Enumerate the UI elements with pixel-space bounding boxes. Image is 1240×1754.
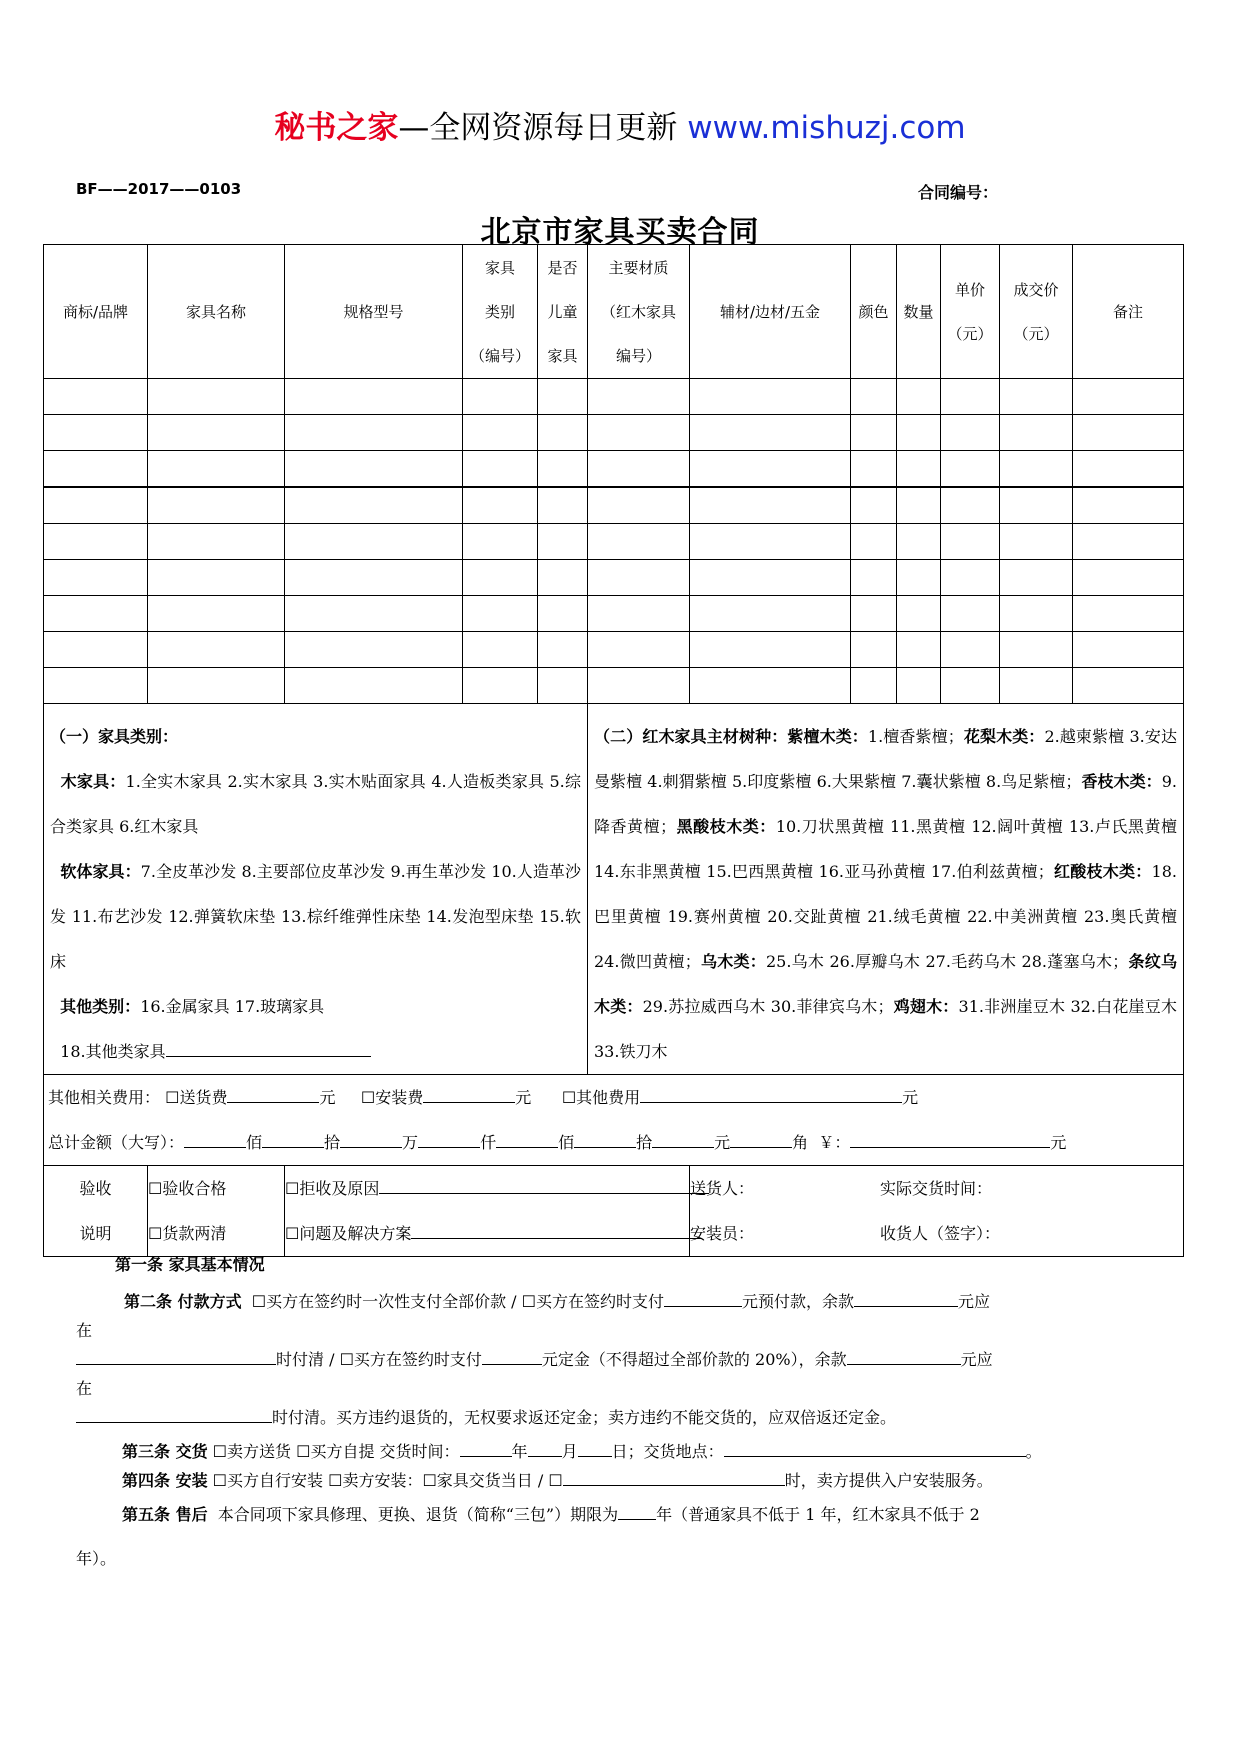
receiver-label: 收货人（签字）： bbox=[880, 1224, 1001, 1243]
header-material-l2: （红木家具 bbox=[600, 302, 676, 321]
banner-url[interactable]: www.mishuzj.com bbox=[687, 110, 966, 146]
article-5-b: 年（普通家具不低于 1 年，红木家具不低于 2 bbox=[656, 1505, 980, 1524]
soft-list: 7.全皮革沙发 8.主要部位皮革沙发 9.再生革沙发 10.人造革沙发 11.布艺沙发 12.弹簧软床垫 13.棕纤维弹性床垫 14.发泡型床垫 15.软床 bbox=[50, 862, 581, 971]
table-cell[interactable] bbox=[463, 415, 538, 451]
table-row bbox=[44, 524, 1184, 560]
table-cell[interactable] bbox=[1000, 451, 1073, 488]
table-cell[interactable] bbox=[690, 487, 851, 524]
table-cell[interactable] bbox=[463, 596, 538, 632]
other-label: 其他类别： bbox=[60, 997, 141, 1016]
table-cell[interactable] bbox=[588, 415, 690, 451]
header-brand: 商标/品牌 bbox=[44, 245, 148, 379]
table-cell[interactable] bbox=[588, 632, 690, 668]
article-2-line-2 bbox=[76, 1345, 993, 1375]
unit-shi-1: 拾 bbox=[324, 1133, 341, 1152]
table-cell[interactable] bbox=[588, 451, 690, 488]
table-cell[interactable] bbox=[285, 415, 463, 451]
table-cell[interactable] bbox=[690, 560, 851, 596]
rejected-checkbox[interactable]: ☐拒收及原因 bbox=[285, 1179, 380, 1198]
redwood-g2-label: 花梨木类： bbox=[963, 727, 1045, 746]
other-fee-checkbox[interactable]: ☐其他费用 bbox=[561, 1088, 641, 1107]
table-cell[interactable] bbox=[463, 524, 538, 560]
table-cell[interactable] bbox=[148, 668, 285, 704]
table-cell[interactable] bbox=[897, 415, 941, 451]
header-material-l3: 编号） bbox=[615, 346, 661, 365]
table-cell[interactable] bbox=[463, 560, 538, 596]
article-2-l1c: 元应 bbox=[958, 1292, 991, 1311]
table-cell[interactable] bbox=[148, 451, 285, 488]
table-cell[interactable] bbox=[941, 596, 1000, 632]
table-cell[interactable] bbox=[538, 415, 588, 451]
table-cell[interactable] bbox=[897, 596, 941, 632]
table-cell[interactable] bbox=[851, 487, 897, 524]
header-children bbox=[538, 245, 588, 379]
header-material-l1: 主要材质 bbox=[608, 258, 669, 277]
table-cell[interactable] bbox=[941, 668, 1000, 704]
acceptance-signatures-cell bbox=[690, 1166, 1184, 1257]
table-cell[interactable] bbox=[148, 487, 285, 524]
delivery-time-label: 实际交货时间： bbox=[880, 1179, 993, 1198]
table-cell[interactable] bbox=[285, 379, 463, 415]
table-cell[interactable] bbox=[285, 451, 463, 488]
other-fee-unit: 元 bbox=[902, 1088, 919, 1107]
page-title: 北京市家具买卖合同 bbox=[480, 215, 760, 250]
header-name: 家具名称 bbox=[148, 245, 285, 379]
table-row bbox=[44, 379, 1184, 415]
table-cell[interactable] bbox=[285, 596, 463, 632]
header-unit-price-l2: （元） bbox=[947, 324, 993, 343]
problem-checkbox[interactable]: ☐问题及解决方案 bbox=[285, 1224, 412, 1243]
acceptance-row bbox=[44, 1166, 1184, 1257]
table-row bbox=[44, 415, 1184, 451]
total-label: 总计金额（大写）： bbox=[48, 1133, 185, 1152]
table-cell[interactable] bbox=[1000, 596, 1073, 632]
table-cell[interactable] bbox=[851, 415, 897, 451]
pay-date-blank-2[interactable] bbox=[76, 1404, 272, 1423]
redwood-g5-label: 红酸枝木类： bbox=[1053, 862, 1152, 881]
header-children-l1: 是否 bbox=[547, 258, 578, 277]
article-5 bbox=[122, 1500, 980, 1530]
header-category-l3: （编号） bbox=[469, 346, 530, 365]
redwood-g7-label: 条纹乌木类： bbox=[594, 952, 1177, 1016]
table-cell[interactable] bbox=[851, 560, 897, 596]
banner-tagline: —全网资源每日更新 bbox=[398, 110, 678, 146]
table-cell[interactable] bbox=[851, 668, 897, 704]
table-cell[interactable] bbox=[538, 632, 588, 668]
table-cell[interactable] bbox=[851, 632, 897, 668]
table-cell[interactable] bbox=[1000, 487, 1073, 524]
table-cell[interactable] bbox=[851, 451, 897, 488]
rejected-reason-blank[interactable] bbox=[379, 1175, 709, 1194]
table-cell[interactable] bbox=[44, 524, 148, 560]
table-cell[interactable] bbox=[588, 379, 690, 415]
fees-label: 其他相关费用： bbox=[48, 1088, 161, 1107]
table-cell[interactable] bbox=[851, 596, 897, 632]
table-cell[interactable] bbox=[1073, 451, 1184, 488]
table-cell[interactable] bbox=[690, 524, 851, 560]
table-row bbox=[44, 596, 1184, 632]
table-cell[interactable] bbox=[463, 668, 538, 704]
table-cell[interactable] bbox=[588, 668, 690, 704]
article-3-day: 日；交货地点： bbox=[611, 1442, 724, 1461]
table-row bbox=[44, 632, 1184, 668]
acceptance-label-1: 验收 bbox=[79, 1179, 112, 1198]
other-category-blank[interactable] bbox=[166, 1038, 371, 1057]
article-2-l2c: 元应 bbox=[960, 1350, 993, 1369]
install-date-blank[interactable] bbox=[563, 1467, 785, 1486]
fees-row bbox=[44, 1075, 1184, 1166]
balance-blank-2[interactable] bbox=[847, 1346, 961, 1365]
amount-blank-5[interactable] bbox=[496, 1129, 558, 1148]
article-3-a: ☐卖方送货 ☐买方自提 交货时间： bbox=[212, 1442, 460, 1461]
header-remark: 备注 bbox=[1073, 245, 1184, 379]
table-cell[interactable] bbox=[44, 560, 148, 596]
table-cell[interactable] bbox=[1000, 524, 1073, 560]
article-3-title: 第三条 交货 bbox=[122, 1442, 208, 1461]
table-cell[interactable] bbox=[588, 524, 690, 560]
redwood-g1-label: 紫檀木类： bbox=[787, 727, 868, 746]
table-cell[interactable] bbox=[148, 560, 285, 596]
article-5-a: 本合同项下家具修理、更换、退货（简称“三包”）期限为 bbox=[217, 1505, 619, 1524]
table-cell[interactable] bbox=[148, 596, 285, 632]
table-cell[interactable] bbox=[44, 487, 148, 524]
install-fee-unit: 元 bbox=[515, 1088, 532, 1107]
unit-jiao: 角 bbox=[792, 1133, 809, 1152]
unit-shi-2: 拾 bbox=[636, 1133, 653, 1152]
table-cell[interactable] bbox=[851, 379, 897, 415]
site-banner bbox=[0, 102, 1240, 147]
amount-blank-3[interactable] bbox=[340, 1129, 402, 1148]
table-cell[interactable] bbox=[897, 451, 941, 488]
table-cell[interactable] bbox=[1000, 560, 1073, 596]
redwood-species bbox=[588, 704, 1184, 1075]
unit-yuan: 元 bbox=[714, 1133, 731, 1152]
deliverer-line bbox=[690, 1166, 1183, 1211]
delivery-year-blank[interactable] bbox=[460, 1438, 512, 1457]
other-fees-line bbox=[48, 1075, 1183, 1120]
unit-bai-1: 佰 bbox=[246, 1133, 263, 1152]
header-qty: 数量 bbox=[897, 245, 941, 379]
table-cell[interactable] bbox=[1000, 668, 1073, 704]
table-cell[interactable] bbox=[463, 451, 538, 488]
article-1-title: 第一条 家具基本情况 bbox=[115, 1255, 265, 1274]
table-cell[interactable] bbox=[897, 524, 941, 560]
table-cell[interactable] bbox=[44, 415, 148, 451]
article-3 bbox=[122, 1437, 1042, 1467]
total-amount-line bbox=[48, 1120, 1183, 1165]
table-cell[interactable] bbox=[44, 668, 148, 704]
acceptance-label-2: 说明 bbox=[79, 1224, 112, 1243]
paid-checkbox[interactable]: ☐货款两清 bbox=[148, 1224, 227, 1243]
article-2-zai-1: 在 bbox=[76, 1321, 93, 1340]
delivery-fee-blank[interactable] bbox=[227, 1084, 319, 1103]
article-4-a: ☐买方自行安装 ☐卖方安装：☐家具交货当日 / ☐ bbox=[212, 1471, 563, 1490]
delivery-fee-checkbox[interactable]: ☐送货费 bbox=[165, 1088, 228, 1107]
article-2-title: 第二条 付款方式 bbox=[124, 1292, 242, 1311]
header-children-l2: 儿童 bbox=[547, 302, 578, 321]
redwood-g3: 9.降香黄檀； bbox=[594, 772, 1177, 836]
table-cell[interactable] bbox=[1073, 632, 1184, 668]
article-5-cont: 年）。 bbox=[76, 1549, 117, 1568]
redwood-title: （二）红木家具主材树种： bbox=[594, 727, 788, 746]
table-header-row bbox=[44, 245, 1184, 379]
table-cell[interactable] bbox=[1000, 415, 1073, 451]
article-1 bbox=[115, 1250, 265, 1280]
prepay-blank[interactable] bbox=[664, 1288, 742, 1307]
fees-cell bbox=[44, 1075, 1184, 1166]
installer-label: 安装员： bbox=[690, 1224, 755, 1243]
table-cell[interactable] bbox=[690, 632, 851, 668]
table-cell[interactable] bbox=[941, 632, 1000, 668]
yen-blank[interactable] bbox=[850, 1129, 1050, 1148]
table-row bbox=[44, 560, 1184, 596]
redwood-g2: 2.越柬紫檀 3.安达曼紫檀 4.刺猬紫檀 5.印度紫檀 6.大果紫檀 7.囊状紫檀 8.鸟足紫檀； bbox=[594, 727, 1177, 791]
yen-label: ￥： bbox=[818, 1133, 851, 1152]
header-deal-price-l1: 成交价 bbox=[1013, 280, 1059, 299]
table-cell[interactable] bbox=[941, 560, 1000, 596]
install-fee-checkbox[interactable]: ☐安装费 bbox=[360, 1088, 424, 1107]
redwood-g4-label: 黑酸枝木类： bbox=[676, 817, 776, 836]
table-cell[interactable] bbox=[941, 415, 1000, 451]
redwood-g6-label: 乌木类： bbox=[700, 952, 766, 971]
categories-title: （一）家具类别： bbox=[50, 727, 179, 746]
table-cell[interactable] bbox=[148, 415, 285, 451]
header-unit-price bbox=[941, 245, 1000, 379]
table-cell[interactable] bbox=[851, 524, 897, 560]
header-deal-price bbox=[1000, 245, 1073, 379]
table-cell[interactable] bbox=[44, 632, 148, 668]
soft-label: 软体家具： bbox=[60, 862, 141, 881]
table-cell[interactable] bbox=[1073, 668, 1184, 704]
table-cell[interactable] bbox=[538, 596, 588, 632]
table-cell[interactable] bbox=[690, 668, 851, 704]
article-4-b: 时，卖方提供入户安装服务。 bbox=[784, 1471, 993, 1490]
other-list: 16.金属家具 17.玻璃家具 bbox=[140, 997, 325, 1016]
header-category-l1: 家具 bbox=[484, 258, 515, 277]
acceptance-options-cell bbox=[148, 1166, 285, 1257]
acceptance-label-cell bbox=[44, 1166, 148, 1257]
table-cell[interactable] bbox=[538, 487, 588, 524]
wood-label: 木家具： bbox=[60, 772, 126, 791]
table-cell[interactable] bbox=[588, 560, 690, 596]
table-cell[interactable] bbox=[148, 524, 285, 560]
amount-blank-8[interactable] bbox=[730, 1129, 792, 1148]
delivery-month-blank[interactable] bbox=[528, 1438, 562, 1457]
article-2-l1b: 元预付款，余款 bbox=[742, 1292, 855, 1311]
warranty-years-blank[interactable] bbox=[618, 1501, 656, 1520]
table-cell[interactable] bbox=[285, 632, 463, 668]
redwood-g8: 31.非洲崖豆木 32.白花崖豆木 33.铁刀木 bbox=[594, 997, 1177, 1061]
banner-brand: 秘书之家 bbox=[274, 110, 399, 146]
balance-blank-1[interactable] bbox=[854, 1288, 958, 1307]
table-cell[interactable] bbox=[1073, 596, 1184, 632]
table-cell[interactable] bbox=[538, 524, 588, 560]
table-cell[interactable] bbox=[285, 487, 463, 524]
table-cell[interactable] bbox=[463, 379, 538, 415]
pay-date-blank-1[interactable] bbox=[76, 1346, 276, 1365]
problem-solution-blank[interactable] bbox=[411, 1220, 701, 1239]
article-4 bbox=[122, 1466, 993, 1496]
article-4-title: 第四条 安装 bbox=[122, 1471, 208, 1490]
header-auxiliary: 辅材/边材/五金 bbox=[690, 245, 851, 379]
delivery-place-blank[interactable] bbox=[724, 1438, 1026, 1457]
table-cell[interactable] bbox=[44, 451, 148, 488]
categories-row bbox=[44, 704, 1184, 1075]
table-cell[interactable] bbox=[538, 451, 588, 488]
table-cell[interactable] bbox=[941, 524, 1000, 560]
other-list-2: 18.其他类家具 bbox=[60, 1042, 166, 1061]
yen-unit: 元 bbox=[1050, 1133, 1067, 1152]
table-cell[interactable] bbox=[690, 379, 851, 415]
table-row bbox=[44, 451, 1184, 488]
table-cell[interactable] bbox=[897, 487, 941, 524]
table-cell[interactable] bbox=[538, 379, 588, 415]
table-cell[interactable] bbox=[1000, 379, 1073, 415]
unit-bai-2: 佰 bbox=[558, 1133, 575, 1152]
table-cell[interactable] bbox=[1073, 560, 1184, 596]
amount-blank-4[interactable] bbox=[418, 1129, 480, 1148]
article-2-l2a: 时付清 / ☐买方在签约时支付 bbox=[276, 1350, 482, 1369]
acceptance-problems-cell bbox=[285, 1166, 690, 1257]
table-cell[interactable] bbox=[1000, 632, 1073, 668]
header-unit-price-l1: 单价 bbox=[954, 280, 985, 299]
table-cell[interactable] bbox=[463, 632, 538, 668]
passed-checkbox[interactable]: ☐验收合格 bbox=[148, 1179, 227, 1198]
install-fee-blank[interactable] bbox=[423, 1084, 515, 1103]
article-5-title: 第五条 售后 bbox=[122, 1505, 208, 1524]
redwood-g5: 18.巴里黄檀 19.赛州黄檀 20.交趾黄檀 21.绒毛黄檀 22.中美洲黄檀 23.奥氏黄檀 24.微凹黄檀； bbox=[594, 862, 1177, 971]
header-category bbox=[463, 245, 538, 379]
article-3-year: 年 bbox=[511, 1442, 528, 1461]
table-cell[interactable] bbox=[941, 379, 1000, 415]
contract-number-label: 合同编号： bbox=[918, 183, 999, 202]
amount-blank-6[interactable] bbox=[574, 1129, 636, 1148]
amount-blank-2[interactable] bbox=[262, 1129, 324, 1148]
table-cell[interactable] bbox=[690, 451, 851, 488]
unit-qian: 仟 bbox=[480, 1133, 497, 1152]
table-cell[interactable] bbox=[690, 415, 851, 451]
redwood-g1: 1.檀香紫檀； bbox=[867, 727, 964, 746]
table-cell[interactable] bbox=[1073, 487, 1184, 524]
header-deal-price-l2: （元） bbox=[1013, 324, 1059, 343]
table-cell[interactable] bbox=[897, 632, 941, 668]
table-cell[interactable] bbox=[463, 487, 538, 524]
redwood-g3-label: 香枝木类： bbox=[1081, 772, 1162, 791]
table-cell[interactable] bbox=[148, 379, 285, 415]
header-material bbox=[588, 245, 690, 379]
table-cell[interactable] bbox=[285, 560, 463, 596]
article-2-line-1 bbox=[124, 1287, 990, 1317]
header-category-l2: 类别 bbox=[484, 302, 515, 321]
installer-line bbox=[690, 1211, 1183, 1256]
amount-blank-1[interactable] bbox=[184, 1129, 246, 1148]
redwood-g7: 29.苏拉威西乌木 30.菲律宾乌木； bbox=[642, 997, 894, 1016]
table-cell[interactable] bbox=[538, 560, 588, 596]
header-children-l3: 家具 bbox=[547, 346, 578, 365]
table-row bbox=[44, 487, 1184, 524]
table-cell[interactable] bbox=[285, 524, 463, 560]
table-cell[interactable] bbox=[897, 379, 941, 415]
document-code: BF——2017——0103 bbox=[76, 180, 242, 198]
article-2-l1a: ☐买方在签约时一次性支付全部价款 / ☐买方在签约时支付 bbox=[251, 1292, 665, 1311]
deposit-blank[interactable] bbox=[482, 1346, 542, 1365]
table-cell[interactable] bbox=[1073, 415, 1184, 451]
contract-table bbox=[43, 244, 1184, 1257]
article-2-zai-2: 在 bbox=[76, 1379, 93, 1398]
other-fee-blank[interactable] bbox=[640, 1084, 902, 1103]
article-2-l2b: 元定金（不得超过全部价款的 20%），余款 bbox=[541, 1350, 847, 1369]
redwood-g4: 10.刀状黑黄檀 11.黑黄檀 12.阔叶黄檀 13.卢氏黑黄檀 14.东非黑黄檀 15.巴西黑黄檀 16.亚马孙黄檀 17.伯利兹黄檀； bbox=[594, 817, 1177, 881]
table-cell[interactable] bbox=[897, 560, 941, 596]
table-cell[interactable] bbox=[941, 451, 1000, 488]
table-cell[interactable] bbox=[588, 487, 690, 524]
header-color: 颜色 bbox=[851, 245, 897, 379]
wood-list: 1.全实木家具 2.实木家具 3.实木贴面家具 4.人造板类家具 5.综合类家具 6.红木家具 bbox=[50, 772, 581, 836]
table-cell[interactable] bbox=[44, 596, 148, 632]
article-3-month: 月 bbox=[561, 1442, 578, 1461]
delivery-fee-unit: 元 bbox=[319, 1088, 336, 1107]
table-cell[interactable] bbox=[538, 668, 588, 704]
table-cell[interactable] bbox=[941, 487, 1000, 524]
table-row bbox=[44, 668, 1184, 704]
table-cell[interactable] bbox=[1073, 524, 1184, 560]
table-cell[interactable] bbox=[285, 668, 463, 704]
redwood-g8-label: 鸡翅木： bbox=[893, 997, 959, 1016]
unit-wan: 万 bbox=[402, 1133, 419, 1152]
table-cell[interactable] bbox=[1073, 379, 1184, 415]
article-2-line-3 bbox=[76, 1403, 896, 1433]
deliverer-label: 送货人： bbox=[690, 1179, 755, 1198]
table-cell[interactable] bbox=[588, 596, 690, 632]
table-cell[interactable] bbox=[44, 379, 148, 415]
table-cell[interactable] bbox=[690, 596, 851, 632]
table-cell[interactable] bbox=[897, 668, 941, 704]
table-cell[interactable] bbox=[148, 632, 285, 668]
redwood-g6: 25.乌木 26.厚瓣乌木 27.毛药乌木 28.蓬塞乌木； bbox=[765, 952, 1129, 971]
empty-rows bbox=[44, 379, 1184, 704]
article-2-l3: 时付清。买方违约退货的，无权要求返还定金；卖方违约不能交货的，应双倍返还定金。 bbox=[272, 1408, 897, 1427]
article-3-end: 。 bbox=[1025, 1442, 1042, 1461]
furniture-categories bbox=[44, 704, 588, 1075]
delivery-day-blank[interactable] bbox=[578, 1438, 612, 1457]
amount-blank-7[interactable] bbox=[652, 1129, 714, 1148]
header-spec: 规格型号 bbox=[285, 245, 463, 379]
